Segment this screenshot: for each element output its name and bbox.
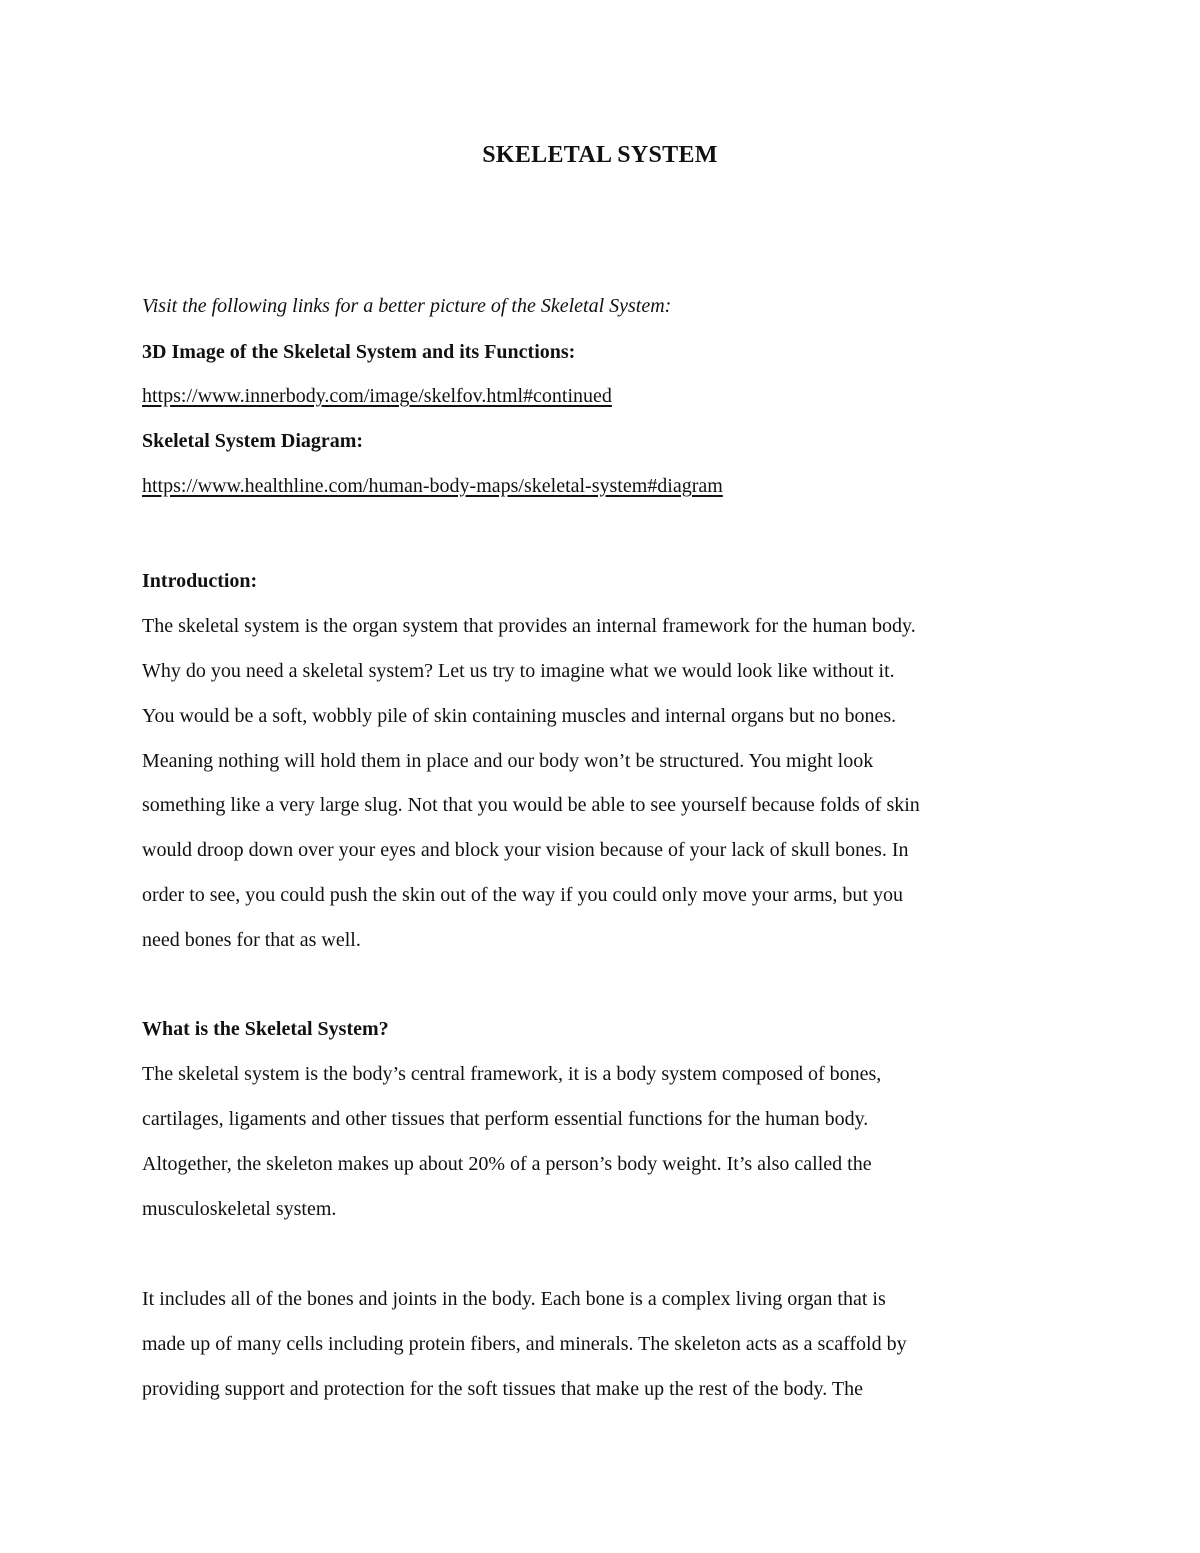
paragraph-line: The skeletal system is the organ system that provides an internal framework for the human body.: [142, 615, 916, 637]
paragraph-line: Why do you need a skeletal system? Let us try to imagine what we would look like without it.: [142, 660, 895, 682]
section-heading-what-is: What is the Skeletal System?: [142, 1018, 389, 1040]
link-row-innerbody: [142, 382, 1082, 410]
link-heading-3d-image: 3D Image of the Skeletal System and its Functions:: [142, 341, 576, 363]
paragraph-line: cartilages, ligaments and other tissues that perform essential functions for the human body.: [142, 1108, 869, 1130]
healthline-link[interactable]: https://www.healthline.com/human-body-maps/skeletal-system#diagram: [142, 475, 723, 497]
paragraph-line: providing support and protection for the soft tissues that make up the rest of the body. The: [142, 1378, 863, 1400]
visit-links-intro: Visit the following links for a better picture of the Skeletal System:: [142, 295, 672, 317]
section-heading-introduction: Introduction:: [142, 570, 258, 592]
document-title: SKELETAL SYSTEM: [482, 142, 718, 168]
paragraph-line: order to see, you could push the skin out of the way if you could only move your arms, but you: [142, 884, 903, 906]
paragraph-line: need bones for that as well.: [142, 929, 361, 951]
innerbody-link[interactable]: https://www.innerbody.com/image/skelfov.html#continued: [142, 385, 612, 407]
paragraph-line: musculoskeletal system.: [142, 1198, 337, 1220]
link-heading-diagram: Skeletal System Diagram:: [142, 430, 364, 452]
paragraph-line: Altogether, the skeleton makes up about 20% of a person’s body weight. It’s also called the: [142, 1153, 872, 1175]
paragraph-line: The skeletal system is the body’s central framework, it is a body system composed of bones,: [142, 1063, 882, 1085]
link-row-healthline: [142, 472, 1082, 500]
paragraph-line: would droop down over your eyes and block your vision because of your lack of skull bones. In: [142, 839, 909, 861]
paragraph-line: made up of many cells including protein fibers, and minerals. The skeleton acts as a scaffold by: [142, 1333, 907, 1355]
paragraph-line: Meaning nothing will hold them in place and our body won’t be structured. You might look: [142, 750, 874, 772]
paragraph-line: You would be a soft, wobbly pile of skin containing muscles and internal organs but no bones.: [142, 705, 897, 727]
paragraph-line: something like a very large slug. Not that you would be able to see yourself because folds of skin: [142, 794, 920, 816]
paragraph-line: It includes all of the bones and joints in the body. Each bone is a complex living organ that is: [142, 1288, 886, 1310]
